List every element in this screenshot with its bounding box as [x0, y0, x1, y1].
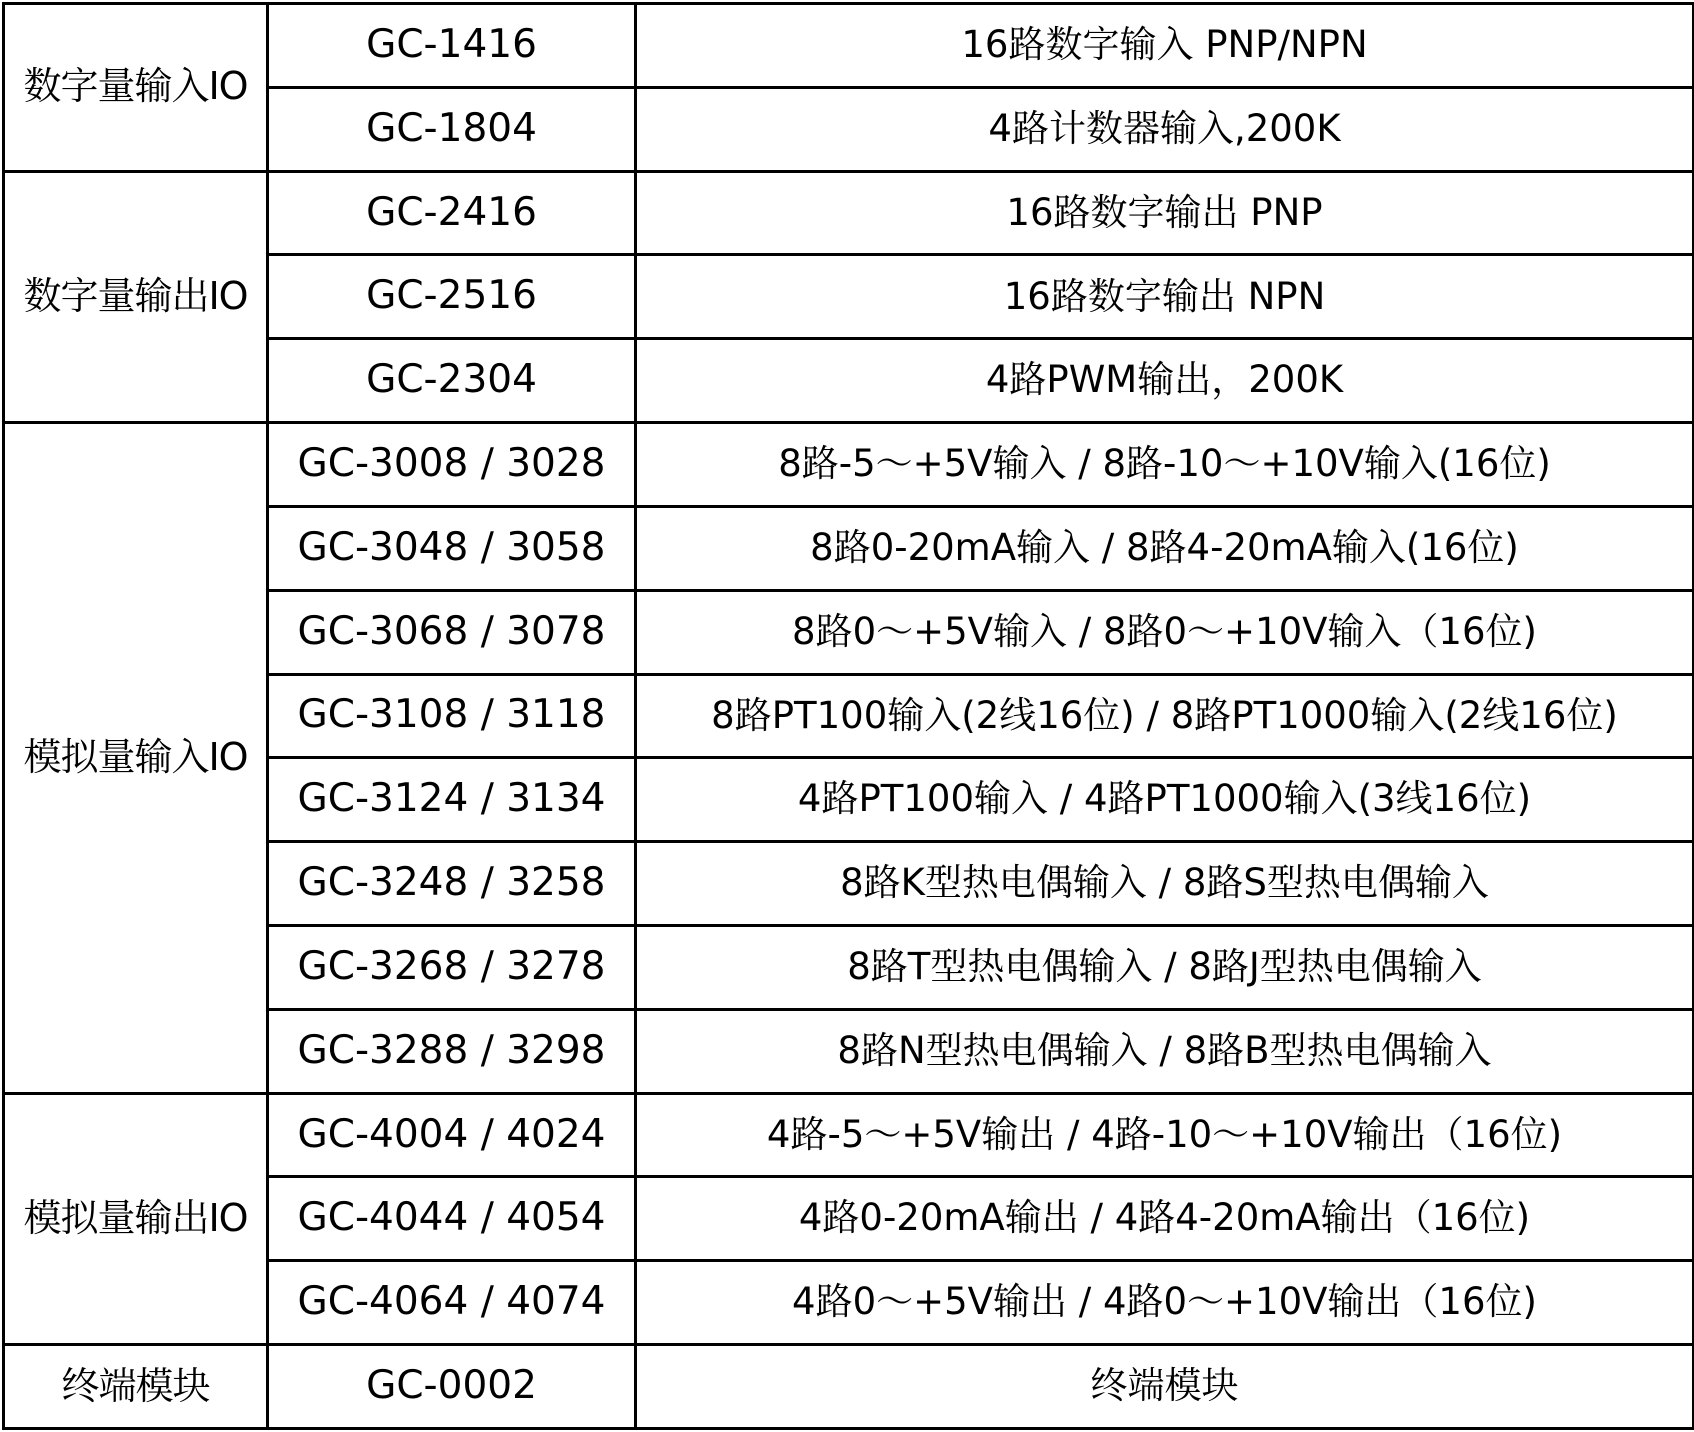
description-cell: 4路0-20mA输出 / 4路4-20mA输出（16位): [636, 1177, 1694, 1261]
table-row: [4, 1093, 1694, 1177]
category-cell: 模拟量输入IO: [4, 423, 268, 1094]
category-cell: 终端模块: [4, 1345, 268, 1429]
description-cell: 4路-5～+5V输出 / 4路-10～+10V输出（16位): [636, 1093, 1694, 1177]
model-cell: GC-3124 / 3134: [268, 758, 636, 842]
model-cell: GC-4044 / 4054: [268, 1177, 636, 1261]
description-cell: 8路-5～+5V输入 / 8路-10～+10V输入(16位): [636, 423, 1694, 507]
table-row: [4, 423, 1694, 507]
description-cell: 4路0～+5V输出 / 4路0～+10V输出（16位): [636, 1261, 1694, 1345]
model-cell: GC-3288 / 3298: [268, 1009, 636, 1093]
description-cell: 8路N型热电偶输入 / 8路B型热电偶输入: [636, 1009, 1694, 1093]
model-cell: GC-0002: [268, 1345, 636, 1429]
description-cell: 4路PWM输出，200K: [636, 339, 1694, 423]
description-cell: 8路0～+5V输入 / 8路0～+10V输入（16位): [636, 590, 1694, 674]
model-cell: GC-3048 / 3058: [268, 506, 636, 590]
description-cell: 终端模块: [636, 1345, 1694, 1429]
model-cell: GC-3248 / 3258: [268, 842, 636, 926]
description-cell: 16路数字输出 PNP: [636, 171, 1694, 255]
model-cell: GC-2304: [268, 339, 636, 423]
model-cell: GC-4004 / 4024: [268, 1093, 636, 1177]
model-cell: GC-4064 / 4074: [268, 1261, 636, 1345]
description-cell: 8路PT100输入(2线16位) / 8路PT1000输入(2线16位): [636, 674, 1694, 758]
category-cell: 数字量输入IO: [4, 4, 268, 172]
model-cell: GC-2416: [268, 171, 636, 255]
description-cell: 8路0-20mA输入 / 8路4-20mA输入(16位): [636, 506, 1694, 590]
description-cell: 8路T型热电偶输入 / 8路J型热电偶输入: [636, 925, 1694, 1009]
model-cell: GC-1804: [268, 87, 636, 171]
model-cell: GC-2516: [268, 255, 636, 339]
table-body: [4, 4, 1694, 1429]
model-cell: GC-3108 / 3118: [268, 674, 636, 758]
table-row: [4, 4, 1694, 88]
table-row: [4, 1345, 1694, 1429]
description-cell: 8路K型热电偶输入 / 8路S型热电偶输入: [636, 842, 1694, 926]
model-cell: GC-3268 / 3278: [268, 925, 636, 1009]
model-cell: GC-3068 / 3078: [268, 590, 636, 674]
description-cell: 16路数字输出 NPN: [636, 255, 1694, 339]
category-cell: 数字量输出IO: [4, 171, 268, 422]
model-cell: GC-3008 / 3028: [268, 423, 636, 507]
description-cell: 4路PT100输入 / 4路PT1000输入(3线16位): [636, 758, 1694, 842]
model-cell: GC-1416: [268, 4, 636, 88]
table-row: [4, 171, 1694, 255]
description-cell: 16路数字输入 PNP/NPN: [636, 4, 1694, 88]
module-table: [2, 2, 1694, 1430]
description-cell: 4路计数器输入,200K: [636, 87, 1694, 171]
category-cell: 模拟量输出IO: [4, 1093, 268, 1344]
